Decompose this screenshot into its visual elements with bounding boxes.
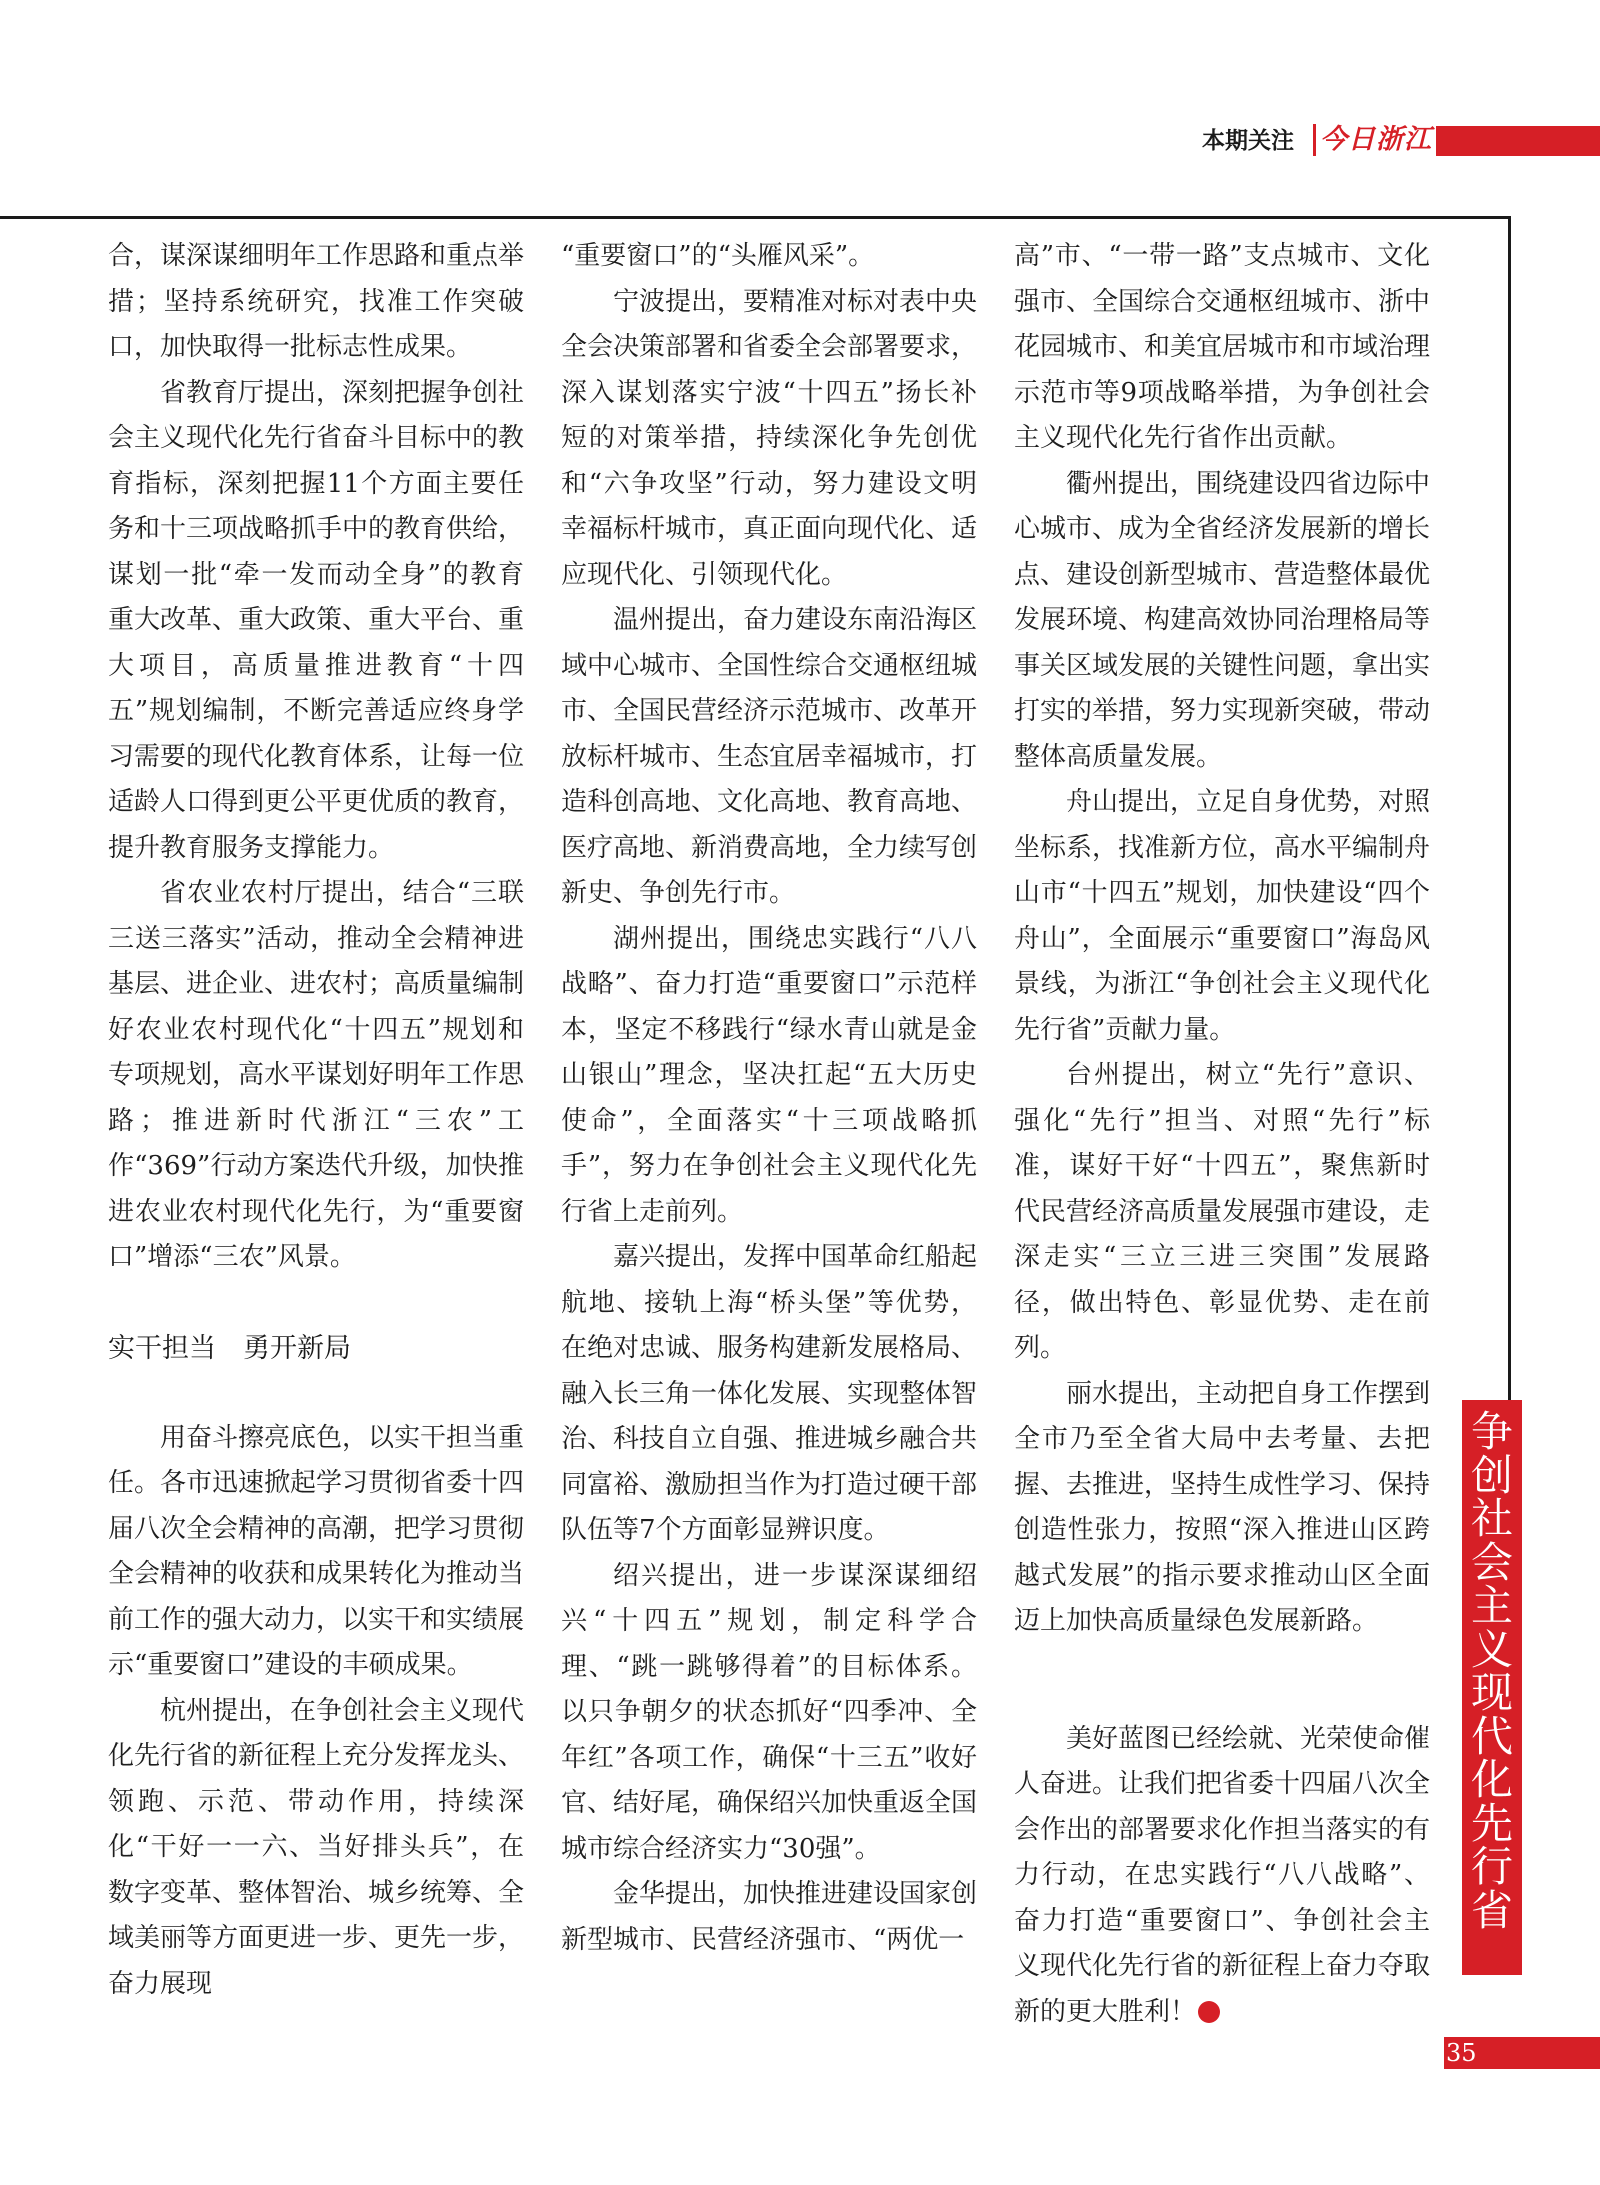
spacer — [108, 1371, 524, 1416]
paragraph: 绍兴提出，进一步谋深谋细绍兴“十四五”规划，制定科学合理、“跳一跳够得着”的目标体系。以只争朝夕的状态抓好“四季冲、全年红”各项工作，确保“十三五”收好官、结好尾，确保绍兴加快重返全国城市综合经济实力“30强”。 — [561, 1560, 978, 1864]
banner-text: 争创社会主义现代化先行省 — [1470, 1407, 1513, 1935]
paragraph: 衢州提出，围绕建设四省边际中心城市、成为全省经济发展新的增长点、建设创新型城市、营造整体最优发展环境、构建高效协同治理格局等事关区域发展的关键性问题，拿出实打实的举措，努力实现新突破，带动整体高质量发展。 — [1014, 468, 1431, 772]
paragraph: 高”市、“一带一路”支点城市、文化强市、全国综合交通枢纽城市、浙中花园城市、和美宜居城市和市域治理示范市等9项战略举措，为争创社会主义现代化先行省作出贡献。 — [1014, 241, 1431, 453]
page-number: 35 — [1446, 2039, 1477, 2067]
spacer — [1014, 1645, 1430, 1717]
spacer — [108, 1281, 524, 1326]
section-heading: 实干担当 勇开新局 — [108, 1332, 351, 1364]
closing-paragraph — [1014, 1717, 1430, 2036]
top-rule — [0, 216, 1510, 219]
header-accent-bar — [1436, 126, 1600, 156]
paragraph: 舟山提出，立足自身优势，对照坐标系，找准新方位，高水平编制舟山市“十四五”规划，加快建设“四个舟山”，全面展示“重要窗口”海岛风景线，为浙江“争创社会主义现代化先行省”贡献力量。 — [1014, 787, 1431, 1045]
paragraph: 省农业农村厅提出，结合“三联三送三落实”活动，推动全会精神进基层、进企业、进农村；高质量编制好农业农村现代化“十四五”规划和专项规划，高水平谋划好明年工作思路；推进新时代浙江“三农”工作“369”行动方案迭代升级，加快推进农业农村现代化先行，为“重要窗口”增添“三农”风景。 — [108, 878, 525, 1272]
paragraph: 丽水提出，主动把自身工作摆到全市乃至全省大局中去考量、去把握、去推进，坚持生成性学习、保持创造性张力，按照“深入推进山区跨越式发展”的指示要求推动山区全面迈上加快高质量绿色发展新路。 — [1014, 1378, 1431, 1636]
article-column-2 — [561, 234, 977, 1963]
paragraph: 省教育厅提出，深刻把握争创社会主义现代化先行省奋斗目标中的教育指标，深刻把握11个方面主要任务和十三项战略抓手中的教育供给，谋划一批“牵一发而动全身”的教育重大改革、重大政策、重大平台、重大项目，高质量推进教育“十四五”规划编制，不断完善适应终身学习需要的现代化教育体系，让每一位适龄人口得到更公平更优质的教育，提升教育服务支撑能力。 — [108, 377, 525, 863]
paragraph: 杭州提出，在争创社会主义现代化先行省的新征程上充分发挥龙头、领跑、示范、带动作用，持续深化“干好一一六、当好排头兵”，在数字变革、整体智治、城乡统筹、全域美丽等方面更进一步、更先一步，奋力展现 — [108, 1695, 525, 1999]
paragraph: 合，谋深谋细明年工作思路和重点举措；坚持系统研究，找准工作突破口，加快取得一批标志性成果。 — [108, 241, 525, 362]
paragraph: 宁波提出，要精准对标对表中央全会决策部署和省委全会部署要求，深入谋划落实宁波“十四五”扬长补短的对策举措，持续深化争先创优和“六争攻坚”行动，努力建设文明幸福标杆城市，真正面向现代化、适应现代化、引领现代化。 — [561, 286, 978, 590]
section-label: 本期关注 — [1202, 128, 1294, 154]
paragraph: 金华提出，加快推进建设国家创新型城市、民营经济强市、“两优一 — [561, 1879, 978, 1955]
paragraph: 温州提出，奋力建设东南沿海区域中心城市、全国性综合交通枢纽城市、全国民营经济示范城市、改革开放标杆城市、生态宜居幸福城市，打造科创高地、文化高地、教育高地、医疗高地、新消费高地，全力续写创新史、争创先行市。 — [561, 605, 978, 908]
magazine-logo: 今日浙江 — [1320, 124, 1432, 155]
article-column-1 — [108, 234, 524, 2007]
paragraph: 湖州提出，围绕忠实践行“八八战略”、奋力打造“重要窗口”示范样本，坚定不移践行“绿水青山就是金山银山”理念，坚决扛起“五大历史使命”，全面落实“十三项战略抓手”，努力在争创社会主义现代化先行省上走前列。 — [561, 923, 977, 1227]
right-rule — [1508, 216, 1511, 1402]
closing-text: 美好蓝图已经绘就、光荣使命催人奋进。让我们把省委十四届八次全会作出的部署要求化作担当落实的有力行动，在忠实践行“八八战略”、奋力打造“重要窗口”、争创社会主义现代化先行省的新征程上奋力夺取新的更大胜利！ — [1014, 1723, 1431, 2027]
article-column-3 — [1014, 234, 1430, 2035]
end-mark-icon — [1198, 2001, 1220, 2023]
paragraph: 嘉兴提出，发挥中国革命红船起航地、接轨上海“桥头堡”等优势，在绝对忠诚、服务构建新发展格局、融入长三角一体化发展、实现整体智治、科技自立自强、推进城乡融合共同富裕、激励担当作为打造过硬干部队伍等7个方面彰显辨识度。 — [561, 1242, 978, 1545]
theme-banner — [1462, 1400, 1522, 1975]
paragraph: 台州提出，树立“先行”意识、强化“先行”担当、对照“先行”标准，谋好干好“十四五”，聚焦新时代民营经济高质量发展强市建设，走深走实“三立三进三突围”发展路径，做出特色、彰显优势、走在前列。 — [1014, 1060, 1431, 1363]
header-divider — [1313, 124, 1316, 156]
paragraph: “重要窗口”的“头雁风采”。 — [561, 241, 875, 271]
paragraph: 用奋斗擦亮底色，以实干担当重任。各市迅速掀起学习贯彻省委十四届八次全会精神的高潮，把学习贯彻全会精神的收获和成果转化为推动当前工作的强大动力，以实干和实绩展示“重要窗口”建设的丰硕成果。 — [108, 1422, 525, 1680]
